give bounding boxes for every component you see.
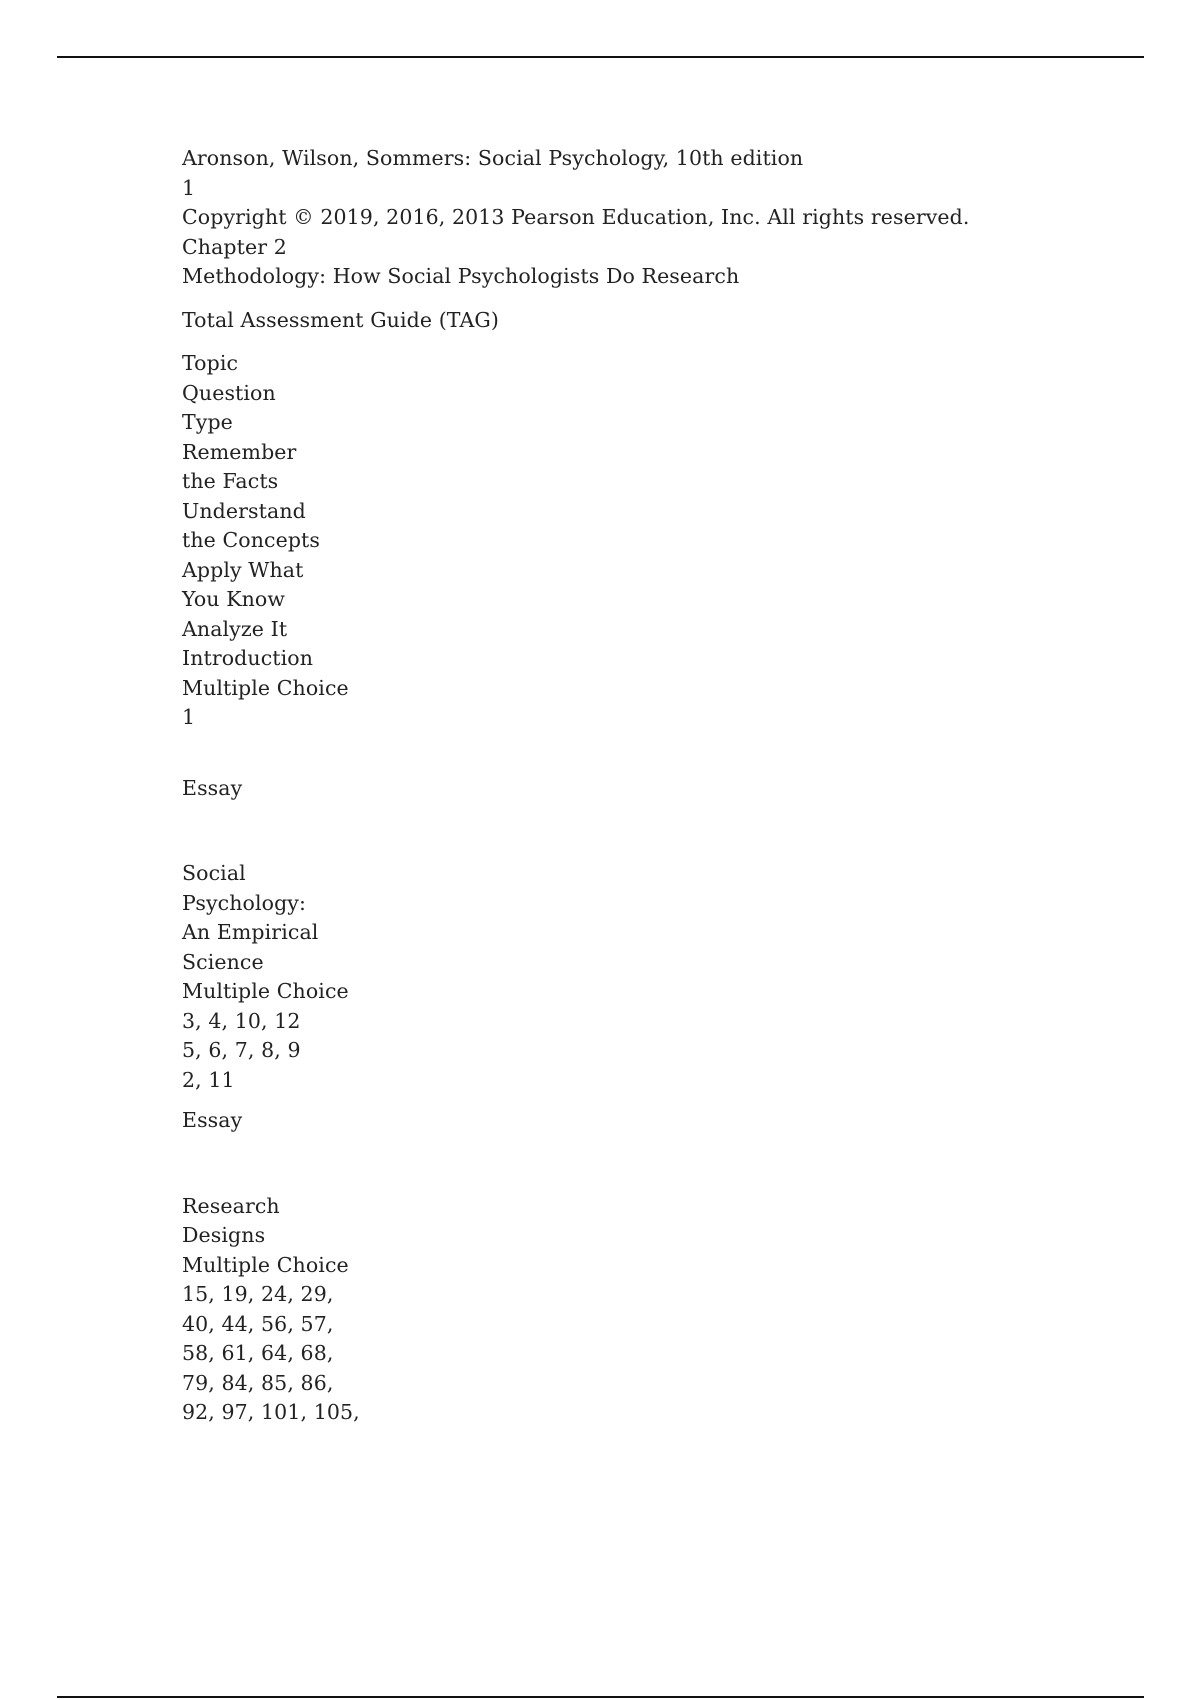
topic-cell: Science — [182, 949, 264, 974]
header-cell: Remember — [182, 439, 297, 464]
question-numbers: 92, 97, 101, 105, — [182, 1400, 360, 1424]
topic-cell: An Empirical — [182, 920, 319, 944]
topic-cell: Designs — [182, 1223, 266, 1247]
chapter-title: Methodology: How Social Psychologists Do Research — [182, 264, 740, 288]
question-numbers: 79, 84, 85, 86, — [182, 1370, 334, 1395]
guide-title: Total Assessment Guide (TAG) — [182, 307, 499, 332]
header-cell: Topic — [182, 351, 239, 375]
topic-cell: Introduction — [182, 646, 314, 670]
header-cell: Understand — [182, 498, 306, 523]
question-numbers: 58, 61, 64, 68, — [182, 1341, 334, 1365]
topic-cell: Research — [182, 1193, 280, 1218]
chapter-label: Chapter 2 — [182, 234, 287, 259]
question-numbers: 1 — [182, 705, 196, 729]
table-header — [182, 349, 1142, 644]
question-type-cell: Multiple Choice — [182, 675, 349, 700]
header-cell: Question — [182, 380, 276, 405]
question-type-cell: Essay — [182, 775, 243, 800]
table-row — [182, 644, 1142, 733]
question-type-cell: Essay — [182, 1108, 243, 1132]
question-numbers: 5, 6, 7, 8, 9 — [182, 1038, 301, 1062]
question-type-cell: Multiple Choice — [182, 979, 349, 1003]
question-numbers: 3, 4, 10, 12 — [182, 1008, 301, 1033]
book-title: Aronson, Wilson, Sommers: Social Psychology, 10th edition — [182, 146, 804, 170]
document-header — [182, 144, 1142, 292]
header-cell: You Know — [182, 587, 286, 611]
header-cell: Type — [182, 410, 233, 434]
header-cell: the Concepts — [182, 528, 321, 552]
header-cell: the Facts — [182, 469, 279, 493]
question-numbers: 2, 11 — [182, 1067, 235, 1092]
question-type-cell: Multiple Choice — [182, 1252, 349, 1277]
question-numbers: 15, 19, 24, 29, — [182, 1282, 334, 1306]
copyright-notice: Copyright © 2019, 2016, 2013 Pearson Education, Inc. All rights reserved. — [182, 205, 970, 229]
document-body — [182, 144, 1142, 1428]
topic-cell: Psychology: — [182, 890, 306, 915]
question-numbers: 40, 44, 56, 57, — [182, 1311, 334, 1336]
bottom-rule — [57, 1696, 1144, 1698]
top-rule — [57, 56, 1144, 58]
header-cell: Apply What — [182, 557, 304, 582]
page-number: 1 — [182, 175, 196, 200]
table-row — [182, 1192, 1142, 1428]
header-cell: Analyze It — [182, 616, 288, 641]
table-row — [182, 859, 1142, 1095]
topic-cell: Social — [182, 861, 246, 885]
